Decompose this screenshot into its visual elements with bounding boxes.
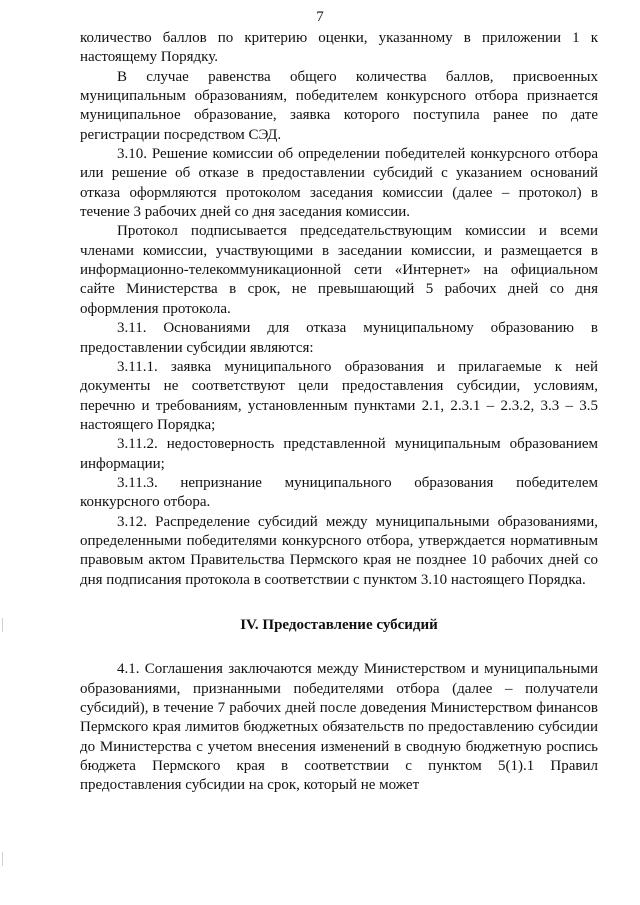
page-number: 7 [316, 9, 324, 25]
paragraph-3-11: 3.11. Основаниями для отказа муниципальному образованию в предоставлении субсидии являются: [80, 320, 598, 356]
document-body [80, 29, 598, 796]
paragraph: Протокол подписывается председательствующим комиссии и всеми членами комиссии, участвующими в заседании комиссии, и размещается в информационно-телекоммуникационной сети «Интернет» на официальном сайте Министерства в срок, не превышающий 5 рабочих дней со дня оформления протокола. [80, 223, 598, 317]
scan-edge-mark [2, 852, 3, 866]
paragraph: количество баллов по критерию оценки, указанному в приложении 1 к настоящему Порядку. [80, 30, 598, 66]
paragraph: В случае равенства общего количества баллов, присвоенных муниципальным образованиям, победителем конкурсного отбора признается муниципальное образование, заявка которого поступила ранее по дате регистрации посредством СЭД. [80, 68, 598, 143]
paragraph-3-11-3: 3.11.3. непризнание муниципального образования победителем конкурсного отбора. [80, 474, 598, 511]
paragraph-3-12: 3.12. Распределение субсидий между муниципальными образованиями, определенными победителями конкурсного отбора, утверждается нормативным правовым актом Правительства Пермского края не позднее 10 рабочих дней со дня подписания протокола в соответствии с пунктом 3.10 настоящего Порядка. [80, 513, 598, 588]
scan-edge-mark [2, 618, 3, 632]
paragraph-3-11-2: 3.11.2. недостоверность представленной муниципальным образованием информации; [80, 436, 598, 472]
paragraph-3-10: 3.10. Решение комиссии об определении победителей конкурсного отбора или решение об отказе в предоставлении субсидий с указанием оснований отказа оформляются протоколом заседания комиссии (далее – протокол) в течение 3 рабочих дней со дня заседания комиссии. [80, 146, 598, 221]
section-heading: IV. Предоставление субсидий [240, 616, 438, 633]
paragraph-3-11-1: 3.11.1. заявка муниципального образования и прилагаемые к ней документы не соответствуют цели предоставления субсидии, условиям, перечню и требованиям, установленным пунктами 2.1, 2.3.1 – 2.3.2, 3.3 – 3.5 настоящего Порядка; [80, 358, 598, 433]
paragraph-4-1: 4.1. Соглашения заключаются между Министерством и муниципальными образованиями, признанными победителями отбора (далее – получатели субсидий), в течение 7 рабочих дней после доведения Министерством финансов Пермского края лимитов бюджетных обязательств по предоставлению субсидии до Министерства с учетом внесения изменений в сводную бюджетную роспись бюджета Пермского края в соответствии с пунктом 5(1).1 Правил предоставления субсидии на срок, который не может [80, 661, 598, 794]
